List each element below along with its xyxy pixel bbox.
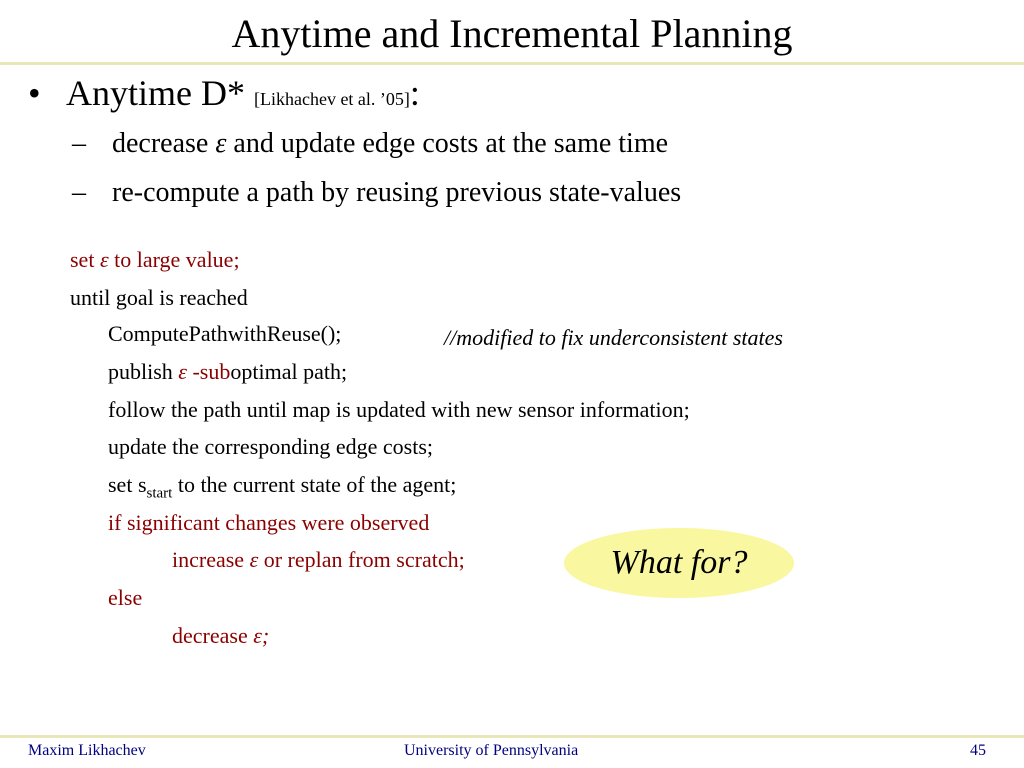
code-text: set s: [108, 472, 147, 497]
footer-author: Maxim Likhachev: [28, 742, 146, 759]
footer-institution: University of Pennsylvania: [404, 742, 579, 759]
dash-marker: –: [72, 177, 86, 208]
code-text: to the current state of the agent;: [172, 472, 457, 497]
epsilon-symbol: ε: [178, 359, 187, 384]
code-text: to large value;: [108, 247, 240, 272]
bullet-anytime-dstar: [28, 70, 420, 122]
bullet-text: Anytime D*: [66, 73, 254, 113]
code-line-7: [108, 471, 456, 507]
sub-bullet-text: re-compute a path by reusing previous state-values: [112, 177, 682, 208]
epsilon-symbol: ε;: [253, 623, 270, 648]
code-line-5: follow the path until map is updated with new sensor information;: [108, 397, 690, 422]
sub-bullet-1: [72, 126, 668, 162]
footer-divider: [0, 735, 1024, 738]
code-line-2: until goal is reached: [70, 285, 248, 310]
code-text: optimal path;: [230, 359, 348, 384]
sub-bullet-2: [72, 175, 681, 211]
code-line-8: if significant changes were observed: [108, 510, 430, 535]
code-text: decrease: [172, 623, 254, 648]
code-line-6: update the corresponding edge costs;: [108, 434, 434, 459]
code-line-1: [70, 246, 240, 274]
epsilon-symbol: ε: [249, 547, 259, 572]
code-line-10: else: [108, 585, 143, 610]
epsilon-symbol: ε: [99, 247, 109, 272]
callout-text: What for?: [610, 544, 748, 581]
code-text: set: [70, 247, 100, 272]
title-divider: [0, 62, 1024, 65]
code-text: publish: [108, 359, 179, 384]
code-line-9: [172, 546, 465, 574]
subscript-start: start: [146, 485, 173, 502]
dash-marker: –: [72, 128, 86, 159]
code-line-3: ComputePathwithReuse();: [108, 321, 342, 346]
sub-bullet-text: and update edge costs at the same time: [226, 128, 669, 159]
epsilon-symbol: ε: [215, 128, 227, 159]
code-line-11: [172, 622, 269, 650]
code-comment: //modified to fix underconsistent states: [444, 325, 783, 350]
bullet-colon: :: [409, 73, 420, 113]
code-text: increase: [172, 547, 250, 572]
sub-bullet-text: decrease: [112, 128, 216, 159]
slide-title: Anytime and Incremental Planning: [231, 11, 793, 56]
what-for-callout: [564, 528, 794, 598]
code-line-4: [108, 358, 347, 386]
bullet-marker: •: [28, 73, 41, 113]
code-text: or replan from scratch;: [258, 547, 465, 572]
citation: [Likhachev et al. ’05]: [253, 89, 410, 109]
code-text: -sub: [186, 359, 231, 384]
page-number: 45: [970, 742, 986, 759]
